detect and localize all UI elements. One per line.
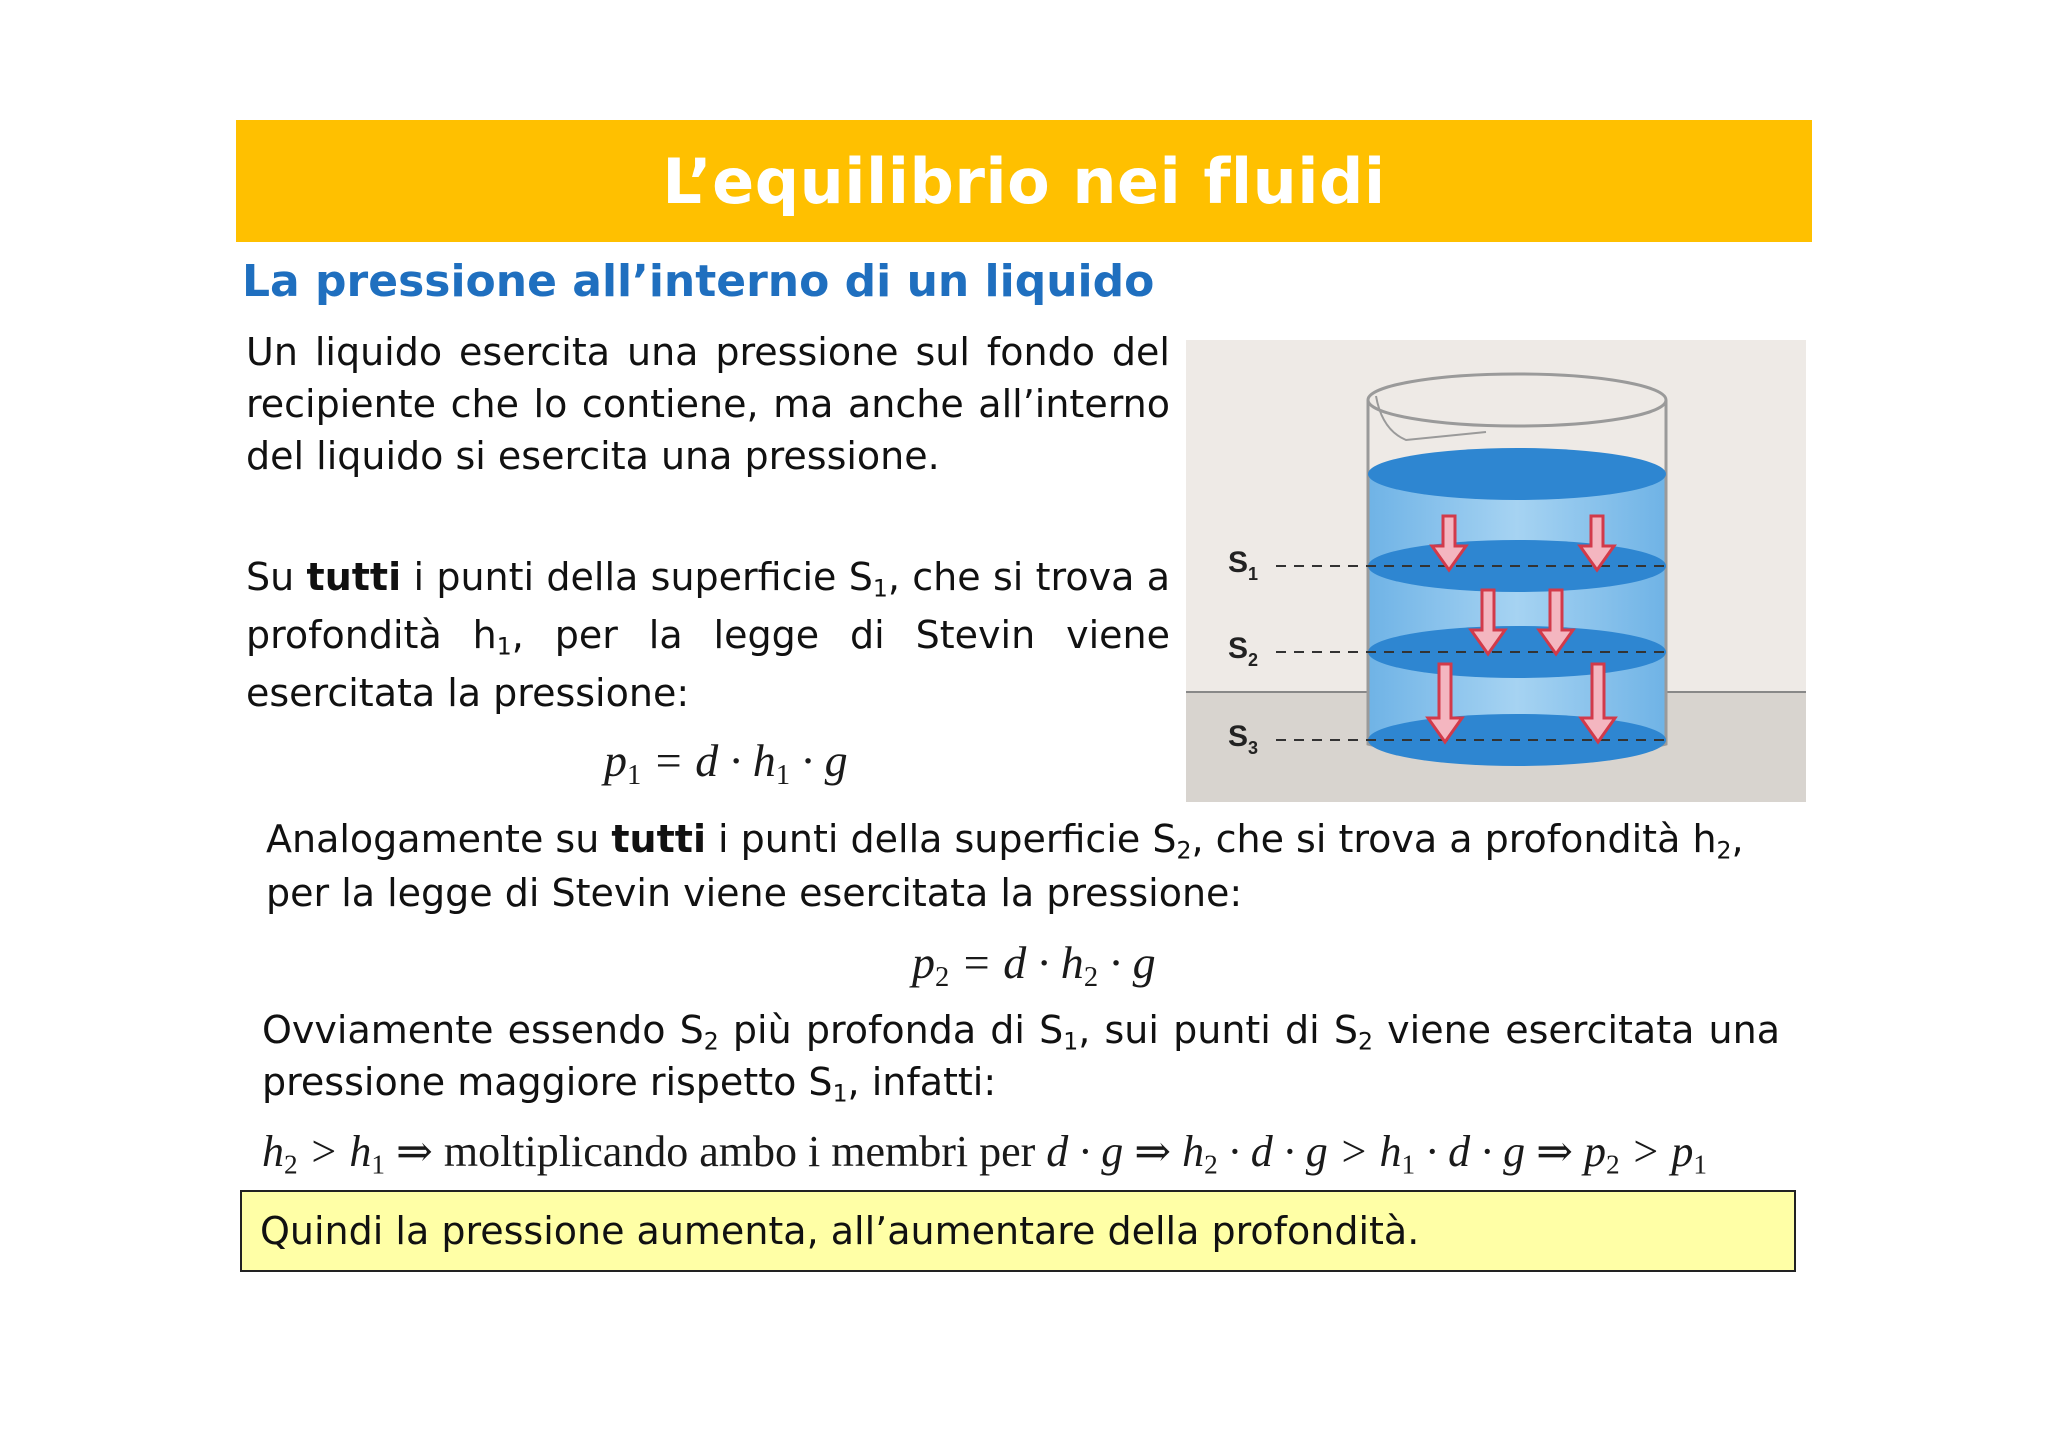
intro-paragraph: Un liquido esercita una pressione sul fondo del recipiente che lo contiene, ma anche all’interno del liquido si esercita una pressione. <box>246 330 1170 478</box>
section-subtitle: La pressione all’interno di un liquido <box>242 256 1155 307</box>
beaker-illustration <box>1186 340 1806 802</box>
formula-p2: $p_2 = d \cdot h_2 \cdot g$ <box>912 937 1156 993</box>
conclusion-text: Quindi la pressione aumenta, all’aumentare della profondità. <box>260 1209 1420 1253</box>
surface-s2-paragraph: Analogamente su tutti i punti della superficie $S_2$, che si trova a profondità $h_2$, per la legge di Stevin viene esercitata la pressione: <box>266 817 1744 915</box>
title-banner <box>236 120 1812 242</box>
emphasis-tutti-2: tutti <box>611 817 706 861</box>
surface-s1-paragraph: Su tutti i punti della superficie $S_1$, che si trova a profondità $h_1$, per la legge di Stevin viene esercitata la pressione: <box>246 555 1170 715</box>
page-title: L’equilibrio nei fluidi <box>662 144 1386 218</box>
conclusion-box <box>240 1190 1796 1272</box>
comparison-paragraph: Ovviamente essendo $S_2$ più profonda di $S_1$, sui punti di $S_2$ viene esercitata una pressione maggiore rispetto $S_1$, infatti: <box>262 1008 1781 1108</box>
formula-p1: $p_1 = d \cdot h_1 \cdot g$ <box>604 735 848 791</box>
water-surface <box>1368 448 1666 500</box>
label-s3: $S_3$ <box>1228 720 1259 758</box>
beaker-figure <box>1186 340 1806 802</box>
formula-inequality: $h_2 > h_1$ ⇒ moltiplicando ambo i membri per d · g ⇒ $h_2 \cdot d \cdot g > h_1 \cdot d \cdot g$ ⇒ $p_2 > p_1$ <box>262 1127 1707 1180</box>
label-s1: $S_1$ <box>1228 546 1259 584</box>
emphasis-tutti: tutti <box>306 555 402 599</box>
label-s2: $S_2$ <box>1228 632 1259 670</box>
